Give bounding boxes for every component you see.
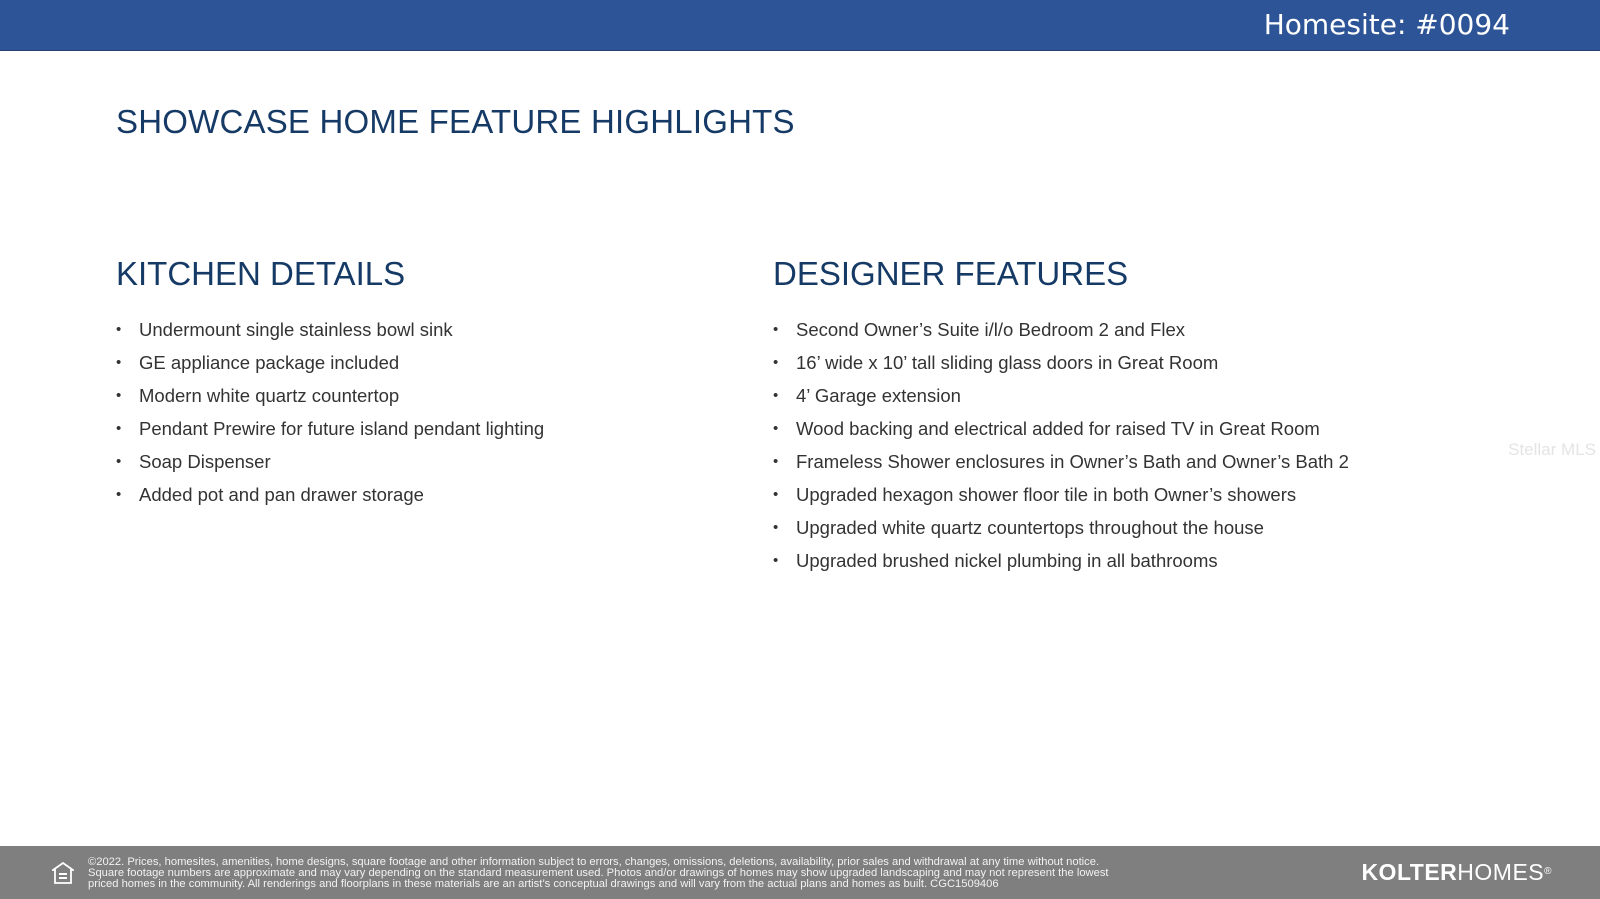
footer-bar [0, 846, 1600, 899]
list-item-text: Frameless Shower enclosures in Owner’s Bath and Owner’s Bath 2 [796, 451, 1349, 472]
registered-mark: ® [1544, 866, 1552, 877]
list-item-text: Pendant Prewire for future island pendant lighting [139, 418, 545, 439]
list-item [773, 445, 1493, 478]
list-item-text: Added pot and pan drawer storage [139, 484, 424, 505]
designer-features-list [773, 313, 1493, 577]
disclaimer-line: ©2022. Prices, homesites, amenities, home designs, square footage and other information subject to errors, changes, omissions, deletions, availability, prior sales and withdrawal at any time without notice. [88, 857, 1100, 868]
equal-housing-opportunity-icon [52, 862, 74, 884]
list-item-text: Second Owner’s Suite i/l/o Bedroom 2 and Flex [796, 319, 1186, 340]
logo-bold-text: KOLTER [1361, 859, 1458, 885]
list-item [116, 478, 736, 511]
disclaimer-line: Square footage numbers are approximate and may vary depending on the standard measurement used. Photos and/or drawings of homes may show upgraded landscaping and may not represent the lowest [88, 868, 1109, 879]
page-title: SHOWCASE HOME FEATURE HIGHLIGHTS [116, 103, 795, 140]
bullet: • [773, 321, 779, 338]
kitchen-details-heading: KITCHEN DETAILS [116, 255, 406, 292]
kitchen-details-section [116, 252, 736, 511]
homesite-number: Homesite: #0094 [1263, 8, 1510, 41]
list-item [116, 412, 736, 445]
kitchen-details-list [116, 313, 736, 511]
list-item-text: Upgraded brushed nickel plumbing in all bathrooms [796, 550, 1218, 571]
bullet: • [773, 552, 779, 569]
bullet: • [773, 453, 779, 470]
list-item-text: Wood backing and electrical added for raised TV in Great Room [796, 418, 1320, 439]
list-item [116, 313, 736, 346]
legal-disclaimer [88, 857, 1378, 890]
list-item-text: Upgraded white quartz countertops throughout the house [796, 517, 1264, 538]
list-item-text: Undermount single stainless bowl sink [139, 319, 453, 340]
list-item [773, 412, 1493, 445]
bullet: • [116, 453, 122, 470]
list-item-text: 16’ wide x 10’ tall sliding glass doors in Great Room [796, 352, 1219, 373]
list-item [116, 379, 736, 412]
list-item-text: Upgraded hexagon shower floor tile in both Owner’s showers [796, 484, 1297, 505]
designer-features-heading: DESIGNER FEATURES [773, 255, 1129, 292]
list-item [773, 346, 1493, 379]
list-item [116, 445, 736, 478]
bullet: • [116, 420, 122, 437]
list-item [773, 511, 1493, 544]
list-item [773, 478, 1493, 511]
logo-light-text: HOMES [1457, 859, 1545, 885]
bullet: • [116, 354, 122, 371]
bullet: • [773, 354, 779, 371]
bullet: • [116, 486, 122, 503]
list-item [773, 313, 1493, 346]
list-item [773, 544, 1493, 577]
mls-watermark: Stellar MLS [1508, 440, 1596, 459]
list-item-text: Modern white quartz countertop [139, 385, 400, 406]
disclaimer-line: priced homes in the community. All renderings and floorplans in these materials are an artist’s conceptual drawings and will vary from the actual plans and homes as built. CGC1509406 [88, 879, 999, 890]
bullet: • [116, 387, 122, 404]
list-item-text: 4’ Garage extension [796, 385, 961, 406]
kolter-homes-logo [1361, 858, 1552, 886]
list-item [116, 346, 736, 379]
bullet: • [773, 486, 779, 503]
bullet: • [773, 420, 779, 437]
bullet: • [773, 387, 779, 404]
list-item-text: Soap Dispenser [139, 451, 271, 472]
list-item-text: GE appliance package included [139, 352, 400, 373]
bullet: • [116, 321, 122, 338]
list-item [773, 379, 1493, 412]
bullet: • [773, 519, 779, 536]
header-bar [0, 0, 1600, 51]
designer-features-section [773, 252, 1493, 577]
